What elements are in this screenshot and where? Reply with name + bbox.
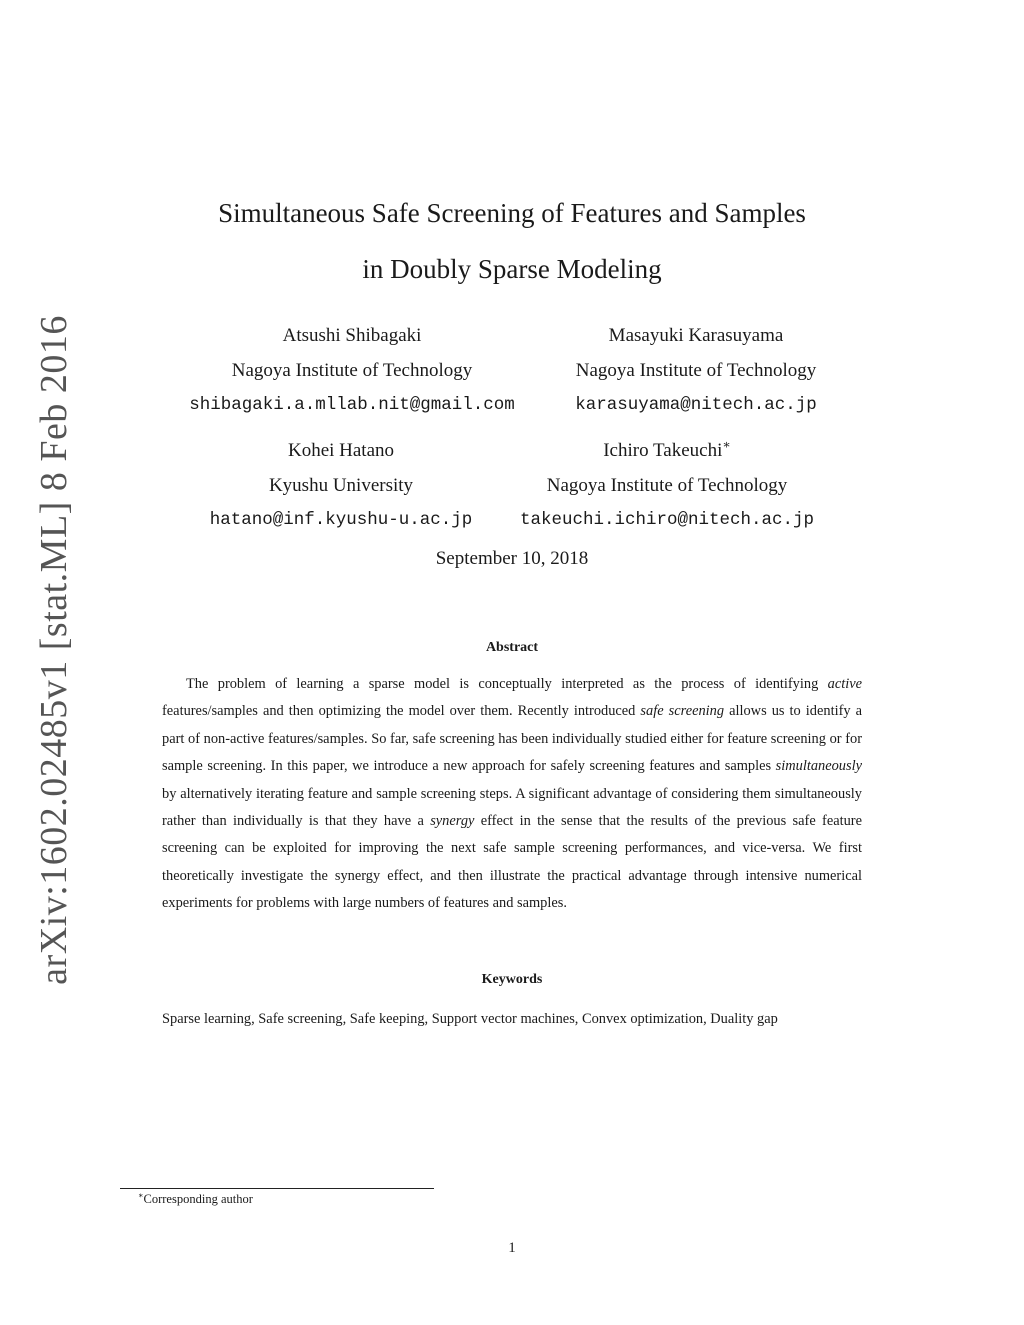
author-block-2 — [516, 318, 876, 423]
abstract-heading: Abstract — [485, 640, 539, 655]
author-affiliation: Nagoya Institute of Technology — [546, 475, 788, 496]
author-email: hatano@inf.kyushu-u.ac.jp — [209, 510, 473, 530]
author-affiliation: Kyushu University — [268, 475, 414, 496]
publication-date: September 10, 2018 — [435, 548, 589, 569]
author-name: Masayuki Karasuyama — [608, 325, 784, 346]
author-name: Ichiro Takeuchi — [603, 440, 723, 461]
page-number: 1 — [508, 1240, 516, 1256]
author-email: karasuyama@nitech.ac.jp — [575, 395, 817, 415]
footnote-mark: ∗ — [138, 1190, 144, 1200]
abstract-body: The problem of learning a sparse model is conceptually interpreted as the process of identifying active features/samples and then optimizing the model over them. Recently introduced safe screening allows us to identify a part of non-active features/samples. So far, safe screening has been individually studied either for feature screening or for sample screening. In this paper, we introduce a new approach for safely screening features and samples simultaneously by alternatively iterating feature and sample screening steps. A significant advantage of considering them simultaneously rather than individually is that they have a synergy effect in the sense that the results of the previous safe feature screening can be exploited for improving the next safe sample screening performances, and vice-versa. We first theoretically investigate the synergy effect, and then illustrate the practical advantage through intensive numerical experiments for problems with large numbers of features and samples. — [162, 676, 862, 912]
author-email: takeuchi.ichiro@nitech.ac.jp — [519, 510, 815, 530]
footnote-rule — [120, 1188, 434, 1189]
arxiv-identifier-stamp: arXiv:1602.02485v1 [stat.ML] 8 Feb 2016 — [33, 315, 75, 985]
corresponding-author-mark: ∗ — [722, 437, 731, 452]
author-affiliation: Nagoya Institute of Technology — [231, 360, 473, 381]
footnote — [138, 1192, 253, 1207]
title-line-1: Simultaneous Safe Screening of Features and Samples — [218, 198, 806, 228]
footnote-text: Corresponding author — [143, 1192, 253, 1206]
title-line-2: in Doubly Sparse Modeling — [362, 254, 662, 284]
author-block-1 — [172, 318, 532, 423]
author-email: shibagaki.a.mllab.nit@gmail.com — [189, 395, 515, 415]
keywords-body: Sparse learning, Safe screening, Safe keeping, Support vector machines, Convex optimization, Duality gap — [162, 1011, 778, 1027]
author-block-4 — [487, 433, 847, 538]
author-name: Kohei Hatano — [287, 440, 395, 461]
keywords-heading: Keywords — [481, 972, 543, 987]
author-name: Atsushi Shibagaki — [282, 325, 422, 346]
author-affiliation: Nagoya Institute of Technology — [575, 360, 817, 381]
author-block-3 — [161, 433, 521, 538]
